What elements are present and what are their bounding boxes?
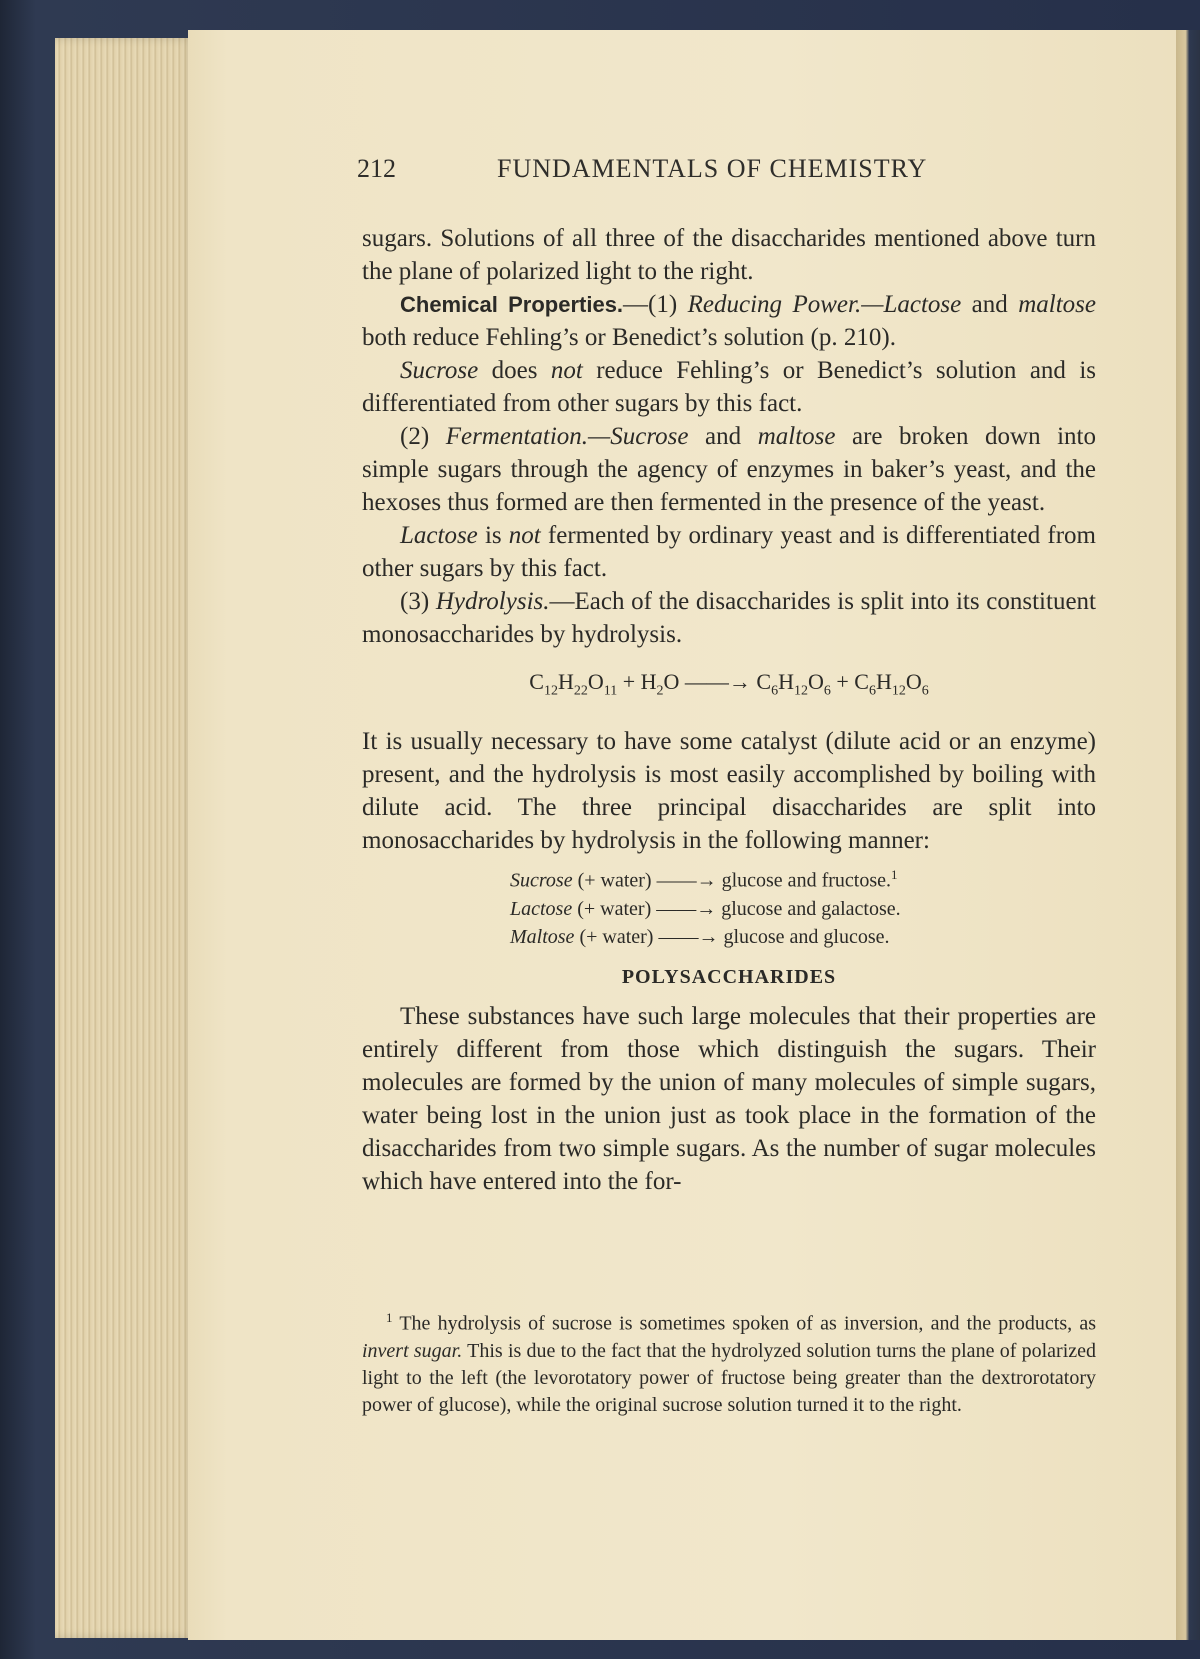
page-number: 212 [357, 154, 396, 183]
paragraph-sucrose: Sucrose does not reduce Fehling’s or Benedict’s solution and is differentiated from other sugars by this fact. [362, 357, 1097, 417]
paragraph-polysaccharides: These substances have such large molecules that their properties are entirely different from those which distinguish the sugars. Their molecules are formed by the union of many molecules of simple sugars, water being lost in the union just as took place in the formation of the disaccharides from two simple sugars. As the number of sugar molecules which have entered into the for- [362, 1003, 1096, 1196]
chemical-properties-heading: Chemical Properties. [400, 292, 624, 317]
footnote-mark: 1 [386, 1310, 393, 1325]
paragraph-lactose: Lactose is not fermented by ordinary yeast and is differentiated from other sugars by this fact. [362, 522, 1096, 582]
page-edges [55, 38, 195, 1638]
page-body [362, 222, 1096, 1198]
paragraph-1: sugars. Solutions of all three of the disaccharides mentioned above turn the plane of polarized light to the right. [362, 225, 1096, 285]
footnote: $^1$ The hydrolysis of sucrose is sometimes spoken of as inversion, and the products, as invert sugar. This is due to the fact that the hydrolyzed solution turns the plane of polarized light to the left (the levorotatory power of fructose being greater than the dextrorotatory power of glucose), while the original sucrose solution turned it to the right. [362, 1310, 1096, 1416]
reaction-list [510, 861, 1096, 951]
running-title: FUNDAMENTALS OF CHEMISTRY [497, 154, 928, 183]
paragraph-hydrolysis: (3) Hydrolysis.—Each of the disaccharides is split into its constituent monosaccharides by hydrolysis. [362, 588, 1096, 648]
reaction-line: Maltose (+ water) ——→ glucose and glucose. [510, 926, 890, 949]
running-header [357, 154, 957, 194]
page-right-edge [1176, 30, 1200, 1640]
hydrolysis-equation: $C_{12}H_{22}O_{11} + H_2O$ ——→ $C_6H_{12}O_6 + C_6H_{12}O_6$ [529, 669, 929, 699]
paragraph-catalyst: It is usually necessary to have some catalyst (dilute acid or an enzyme) present, and the hydrolysis is most easily accomplished by boiling with dilute acid. The three principal disaccharides are split into monosaccharides by hydrolysis in the following manner: [362, 728, 1096, 855]
paragraph-fermentation: (2) Fermentation.—Sucrose and maltose are broken down into simple sugars through the agency of enzymes in baker’s yeast, and the hexoses thus formed are then fermented in the presence of the yeast. [362, 423, 1097, 516]
reaction-line: Lactose (+ water) ——→ glucose and galactose. [510, 898, 901, 921]
reaction-line: Sucrose (+ water) ——→ glucose and fructose.$^1$ [510, 867, 898, 893]
paragraph-chemical-properties: Chemical Properties.—(1) Reducing Power.—Lactose and maltose both reduce Fehling’s or Benedict’s solution (p. 210). [362, 291, 1096, 351]
section-title: POLYSACCHARIDES [621, 966, 837, 989]
